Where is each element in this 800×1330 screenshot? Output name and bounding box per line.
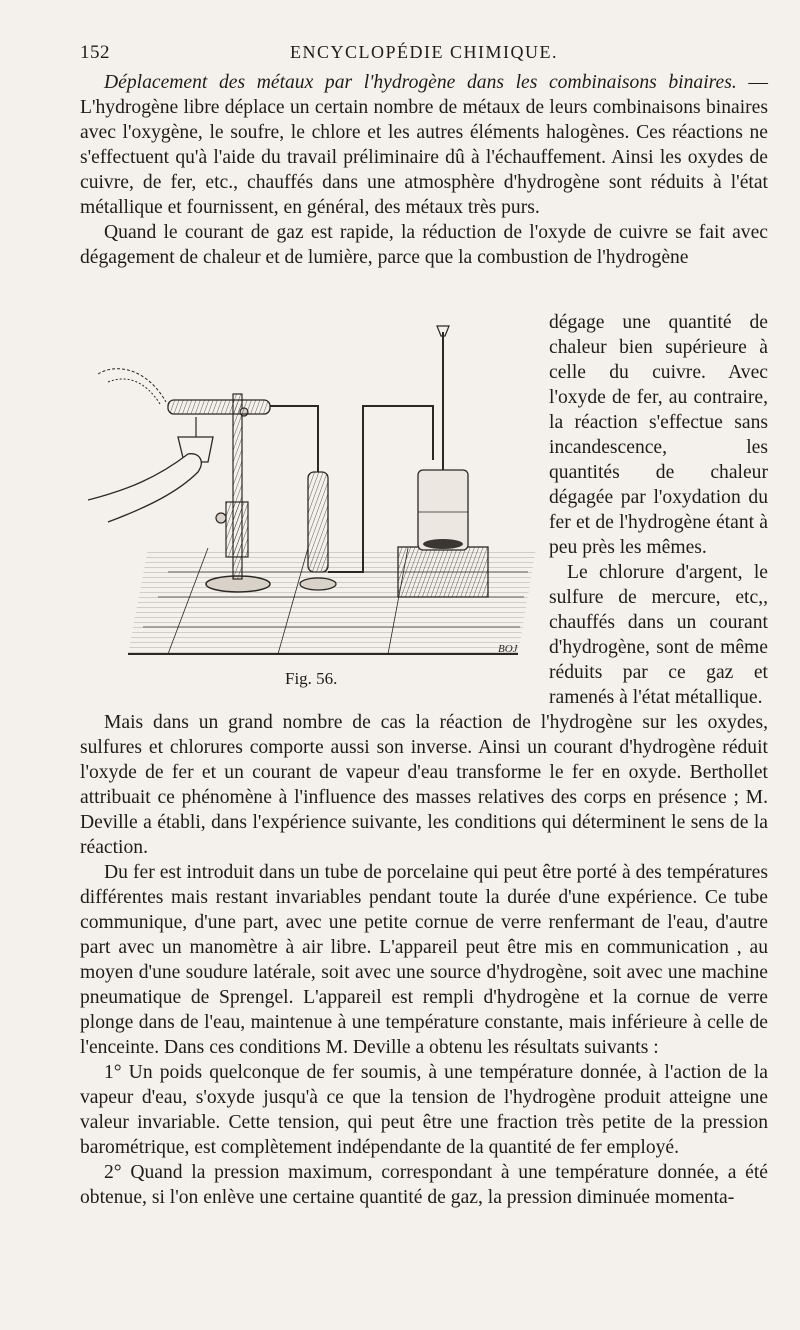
paragraph-text: — L'hydrogène libre déplace un certain nombre de métaux de leurs combinaisons binaires avec l'oxygène, le soufre, le chlore et les autres éléments halogènes. Ces réactions ne s'effectuent qu'à l'aide du travail préliminaire dû à l'échauffement. Ainsi les oxydes de cuivre, de fer, etc., chauffés dans une atmosphère d'hydrogène sont réduits à l'état métallique et fournissent, en général, des métaux très purs. bbox=[80, 72, 768, 218]
page-number: 152 bbox=[80, 42, 110, 63]
running-head: ENCYCLOPÉDIE CHIMIQUE. bbox=[290, 42, 558, 62]
paragraph-rapid-current: Quand le courant de gaz est rapide, la réduction de l'oxyde de cuivre se fait avec dégagement de chaleur et de lumière, parce que la combustion de l'hydrogène bbox=[80, 222, 768, 268]
figure-caption: Fig. 56. bbox=[285, 669, 338, 688]
apparatus-engraving bbox=[88, 322, 536, 662]
text-block-bottom bbox=[80, 710, 768, 1210]
paragraph-displacement bbox=[80, 70, 768, 220]
paragraph-inverse-reaction: Mais dans un grand nombre de cas la réaction de l'hydrogène sur les oxydes, sulfures et chlorures comporte aussi son inverse. Ainsi un courant d'hydrogène réduit l'oxyde de fer et un courant de vapeur d'eau transforme le fer en oxyde. Berthollet attribuait ce phénomène à l'influence des masses relatives des corps en présence ; M. Deville a établi, dans l'expérience suivante, les conditions qui déterminent le sens de la réaction. bbox=[80, 712, 768, 858]
paragraph-result-1: 1° Un poids quelconque de fer soumis, à une température donnée, à l'action de la vapeur d'eau, s'oxyde jusqu'à ce que la tension de l'hydrogène produit atteigne une valeur invariable. Cette tension, qui peut être une fraction très petite de la pression barométrique, est complètement indépendante de la quantité de fer employé. bbox=[80, 1062, 768, 1158]
figure-apparatus bbox=[88, 322, 536, 662]
hydrogen-generator bbox=[398, 326, 488, 597]
paragraph-heat-release: dégage une quantité de chaleur bien supérieure à celle du cuivre. Avec l'oxyde de fer, au contraire, la réaction s'effectue sans incandescence, les quantités de chaleur dégagée par l'oxydation du fer et de l'hydrogène étant à peu près les mêmes. bbox=[549, 312, 768, 558]
engraver-signature: BOJ bbox=[498, 643, 518, 655]
text-block-top bbox=[80, 70, 768, 270]
hand-holding-glass bbox=[88, 417, 213, 522]
section-title: Déplacement des métaux par l'hydrogène dans les combinaisons binaires. bbox=[104, 72, 737, 93]
text-block-side bbox=[549, 310, 768, 710]
page-header bbox=[80, 42, 768, 68]
paragraph-deville-experiment: Du fer est introduit dans un tube de porcelaine qui peut être porté à des températures différentes mais restant invariables pendant toute la durée d'une expérience. Ce tube communique, d'une part, avec une petite cornue de verre renfermant de l'eau, d'autre part avec un manomètre à air libre. L'appareil peut être mis en communication , au moyen d'une soudure latérale, soit avec une source d'hydrogène, soit avec une machine pneumatique de Sprengel. L'appareil est rempli d'hydrogène et la cornue de verre plonge dans de l'eau, maintenue à une température constante, mais inférieure à celle de l'enceinte. Dans ces conditions M. Deville a obtenu les résultats suivants : bbox=[80, 862, 768, 1058]
paragraph-chloride: Le chlorure d'argent, le sulfure de mercure, etc,, chauffés dans un courant d'hydrogène, sont de même réduits par ce gaz et ramenés à l'état métallique. bbox=[549, 562, 768, 708]
paragraph-result-2: 2° Quand la pression maximum, correspondant à une température donnée, a été obtenue, si l'on enlève une certaine quantité de gaz, la pression diminuée momenta- bbox=[80, 1162, 768, 1208]
